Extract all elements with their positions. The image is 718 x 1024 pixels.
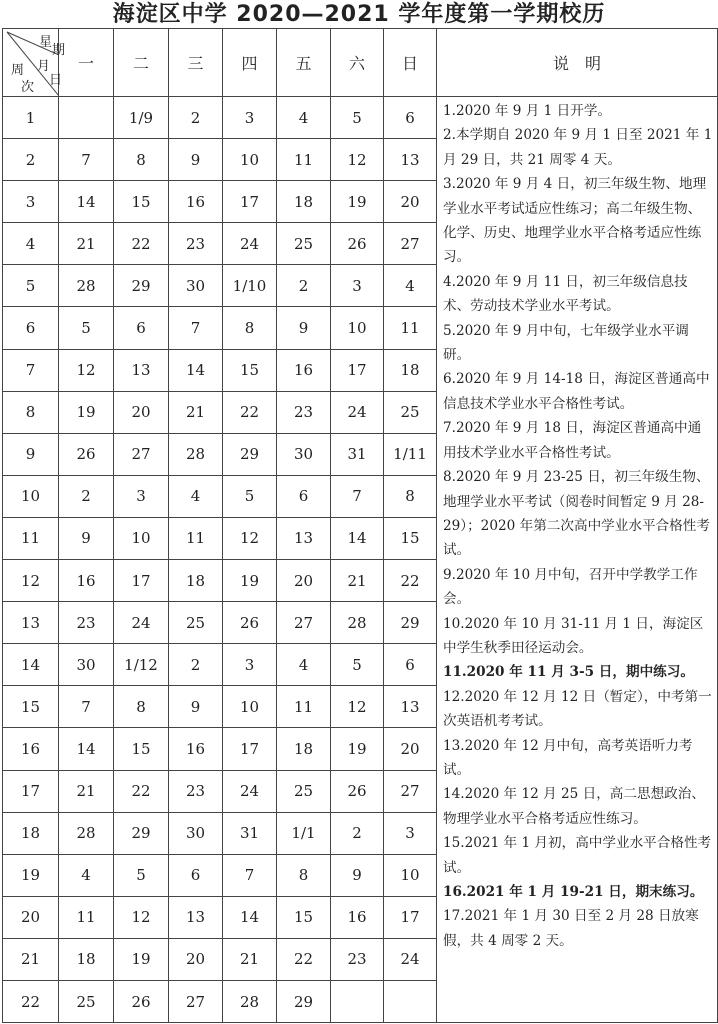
date-cell: 11 <box>384 307 437 349</box>
date-cell: 11 <box>277 686 331 728</box>
week-number: 19 <box>3 854 59 896</box>
date-cell: 10 <box>223 139 277 181</box>
date-cell: 12 <box>59 349 114 391</box>
date-cell: 16 <box>59 560 114 602</box>
date-cell: 24 <box>331 391 384 433</box>
date-cell: 25 <box>277 223 331 265</box>
date-cell: 6 <box>114 307 169 349</box>
date-cell: 14 <box>223 896 277 938</box>
date-cell: 25 <box>169 602 223 644</box>
date-cell: 7 <box>331 475 384 517</box>
date-cell: 28 <box>59 265 114 307</box>
date-cell: 24 <box>223 223 277 265</box>
date-cell: 18 <box>277 181 331 223</box>
week-number: 9 <box>3 433 59 475</box>
week-number: 10 <box>3 475 59 517</box>
date-cell: 29 <box>114 812 169 854</box>
date-cell: 22 <box>114 223 169 265</box>
date-cell: 3 <box>331 265 384 307</box>
diagonal-header <box>3 29 66 97</box>
date-cell: 1/10 <box>223 265 277 307</box>
date-cell: 5 <box>59 307 114 349</box>
date-cell: 4 <box>277 97 331 139</box>
date-cell: 20 <box>384 181 437 223</box>
date-cell: 9 <box>331 854 384 896</box>
date-cell: 10 <box>331 307 384 349</box>
date-cell: 9 <box>277 307 331 349</box>
date-cell <box>384 980 437 1022</box>
date-cell: 20 <box>169 938 223 980</box>
label-star: 星 <box>39 35 53 50</box>
date-cell: 29 <box>384 602 437 644</box>
date-cell: 17 <box>223 181 277 223</box>
week-number: 12 <box>3 560 59 602</box>
date-cell: 10 <box>223 686 277 728</box>
date-cell: 20 <box>384 728 437 770</box>
date-cell: 12 <box>331 139 384 181</box>
week-number: 15 <box>3 686 59 728</box>
date-cell: 9 <box>169 139 223 181</box>
date-cell: 27 <box>169 980 223 1022</box>
date-cell: 13 <box>277 517 331 559</box>
date-cell: 4 <box>59 854 114 896</box>
date-cell: 16 <box>169 728 223 770</box>
week-number: 11 <box>3 517 59 559</box>
date-cell: 6 <box>277 475 331 517</box>
date-cell: 29 <box>114 265 169 307</box>
date-cell: 9 <box>59 517 114 559</box>
date-cell: 2 <box>169 97 223 139</box>
date-cell: 26 <box>59 433 114 475</box>
date-cell: 10 <box>114 517 169 559</box>
date-cell: 23 <box>59 602 114 644</box>
date-cell: 15 <box>114 181 169 223</box>
date-cell: 20 <box>114 391 169 433</box>
week-number: 2 <box>3 139 59 181</box>
date-cell: 8 <box>277 854 331 896</box>
week-number: 16 <box>3 728 59 770</box>
week-row <box>3 97 718 139</box>
date-cell: 18 <box>277 728 331 770</box>
date-cell: 31 <box>223 812 277 854</box>
day-header: 一 <box>59 29 114 97</box>
page-title: 海淀区中学 2020—2021 学年度第一学期校历 <box>112 2 606 27</box>
date-cell: 22 <box>277 938 331 980</box>
note-item: 3.2020 年 9 月 4 日，初三年级生物、地理学业水平考试适应性练习；高二年级生物、化学、历史、地理学业水平合格考适应性练习。 <box>443 176 707 266</box>
note-item: 16.2021 年 1 月 19-21 日，期末练习。 <box>443 884 704 900</box>
date-cell: 17 <box>331 349 384 391</box>
date-cell: 11 <box>169 517 223 559</box>
date-cell: 18 <box>384 349 437 391</box>
date-cell: 21 <box>59 770 114 812</box>
date-cell: 1/11 <box>384 433 437 475</box>
day-header: 四 <box>223 29 277 97</box>
date-cell: 17 <box>384 896 437 938</box>
day-header: 三 <box>169 29 223 97</box>
date-cell: 19 <box>114 938 169 980</box>
week-number: 22 <box>3 980 59 1022</box>
note-item: 2.本学期自 2020 年 9 月 1 日至 2021 年 1 月 29 日，共 21 周零 4 天。 <box>443 127 713 168</box>
date-cell: 17 <box>114 560 169 602</box>
date-cell: 15 <box>223 349 277 391</box>
date-cell: 15 <box>384 517 437 559</box>
week-number: 6 <box>3 307 59 349</box>
date-cell: 8 <box>384 475 437 517</box>
week-number: 3 <box>3 181 59 223</box>
date-cell: 12 <box>223 517 277 559</box>
week-number: 14 <box>3 644 59 686</box>
date-cell: 19 <box>59 391 114 433</box>
date-cell: 3 <box>384 812 437 854</box>
date-cell: 15 <box>277 896 331 938</box>
date-cell: 19 <box>331 728 384 770</box>
label-ri: 日 <box>49 73 63 88</box>
date-cell: 25 <box>59 980 114 1022</box>
day-header: 五 <box>277 29 331 97</box>
date-cell: 18 <box>59 938 114 980</box>
notes-cell <box>437 97 718 1023</box>
date-cell: 21 <box>223 938 277 980</box>
date-cell: 29 <box>277 980 331 1022</box>
date-cell: 28 <box>331 602 384 644</box>
date-cell: 19 <box>331 181 384 223</box>
note-item: 15.2021 年 1 月初，高中学业水平合格性考试。 <box>443 835 712 876</box>
week-number: 17 <box>3 770 59 812</box>
date-cell: 2 <box>169 644 223 686</box>
date-cell: 13 <box>114 349 169 391</box>
date-cell: 27 <box>384 223 437 265</box>
date-cell: 7 <box>223 854 277 896</box>
day-header: 六 <box>331 29 384 97</box>
date-cell: 16 <box>331 896 384 938</box>
note-item: 8.2020 年 9 月 23-25 日，初三年级生物、地理学业水平考试（阅卷时间暂定 9 月 28-29）；2020 年第二次高中学业水平合格性考试。 <box>443 469 710 559</box>
date-cell: 2 <box>331 812 384 854</box>
date-cell: 2 <box>59 475 114 517</box>
date-cell: 9 <box>169 686 223 728</box>
date-cell: 11 <box>59 896 114 938</box>
label-yue: 月 <box>37 59 51 74</box>
date-cell: 26 <box>331 770 384 812</box>
date-cell: 29 <box>223 433 277 475</box>
date-cell: 27 <box>114 433 169 475</box>
note-item: 12.2020 年 12 月 12 日（暂定），中考第一次英语机考考试。 <box>443 688 712 730</box>
day-header: 日 <box>384 29 437 97</box>
date-cell: 16 <box>277 349 331 391</box>
date-cell: 5 <box>114 854 169 896</box>
week-number: 13 <box>3 602 59 644</box>
date-cell: 11 <box>277 139 331 181</box>
note-item: 13.2020 年 12 月中旬，高考英语听力考试。 <box>443 737 693 778</box>
date-cell: 1/1 <box>277 812 331 854</box>
date-cell: 30 <box>277 433 331 475</box>
date-cell: 22 <box>384 560 437 602</box>
date-cell: 21 <box>169 391 223 433</box>
note-item: 6.2020 年 9 月 14-18 日，海淀区普通高中信息技术学业水平合格性考试。 <box>443 371 710 412</box>
date-cell: 28 <box>223 980 277 1022</box>
date-cell: 20 <box>277 560 331 602</box>
date-cell: 23 <box>169 770 223 812</box>
date-cell: 8 <box>114 139 169 181</box>
date-cell: 25 <box>384 391 437 433</box>
label-qi: 期 <box>52 43 66 58</box>
date-cell: 3 <box>223 97 277 139</box>
note-item: 4.2020 年 9 月 11 日，初三年级信息技术、劳动技术学业水平考试。 <box>443 273 688 315</box>
note-item: 14.2020 年 12 月 25 日，高二思想政治、物理学业水平合格考适应性练习。 <box>443 786 705 827</box>
date-cell: 5 <box>331 97 384 139</box>
week-number: 21 <box>3 938 59 980</box>
date-cell: 14 <box>169 349 223 391</box>
week-number: 20 <box>3 896 59 938</box>
date-cell: 31 <box>331 433 384 475</box>
date-cell: 19 <box>223 560 277 602</box>
note-item: 5.2020 年 9 月中旬，七年级学业水平调研。 <box>443 322 689 364</box>
date-cell <box>59 97 114 139</box>
label-ci: 次 <box>21 80 35 95</box>
label-zhou: 周 <box>11 63 25 78</box>
date-cell: 30 <box>59 644 114 686</box>
date-cell: 7 <box>169 307 223 349</box>
week-number: 1 <box>3 97 59 139</box>
date-cell: 24 <box>223 770 277 812</box>
date-cell: 23 <box>169 223 223 265</box>
week-number: 8 <box>3 391 59 433</box>
date-cell: 30 <box>169 812 223 854</box>
date-cell: 22 <box>114 770 169 812</box>
calendar-table <box>2 28 718 1023</box>
date-cell: 14 <box>59 181 114 223</box>
date-cell: 3 <box>223 644 277 686</box>
note-item: 17.2021 年 1 月 30 日至 2 月 28 日放寒假，共 4 周零 2 天。 <box>443 908 699 949</box>
note-item: 11.2020 年 11 月 3-5 日，期中练习。 <box>443 664 694 681</box>
date-cell: 2 <box>277 265 331 307</box>
date-cell: 27 <box>277 602 331 644</box>
date-cell: 18 <box>169 560 223 602</box>
date-cell: 15 <box>114 728 169 770</box>
date-cell: 8 <box>223 307 277 349</box>
date-cell: 1/9 <box>114 97 169 139</box>
date-cell: 21 <box>59 223 114 265</box>
date-cell: 28 <box>169 433 223 475</box>
date-cell: 28 <box>59 812 114 854</box>
date-cell: 14 <box>331 517 384 559</box>
date-cell: 6 <box>169 854 223 896</box>
note-item: 9.2020 年 10 月中旬，召开中学教学工作会。 <box>443 566 698 608</box>
date-cell: 7 <box>59 686 114 728</box>
date-cell: 6 <box>384 97 437 139</box>
week-number: 4 <box>3 223 59 265</box>
date-cell: 21 <box>331 560 384 602</box>
date-cell: 16 <box>169 181 223 223</box>
note-item: 10.2020 年 10 月 31-11 月 1 日，海淀区中学生秋季田径运动会。 <box>443 615 704 656</box>
note-item: 7.2020 年 9 月 18 日，海淀区普通高中通用技术学业水平合格性考试。 <box>443 420 702 461</box>
date-cell: 24 <box>114 602 169 644</box>
date-cell <box>331 980 384 1022</box>
date-cell: 10 <box>384 854 437 896</box>
date-cell: 23 <box>331 938 384 980</box>
date-cell: 6 <box>384 644 437 686</box>
header-row <box>3 29 718 97</box>
date-cell: 4 <box>384 265 437 307</box>
date-cell: 3 <box>114 475 169 517</box>
week-number: 18 <box>3 812 59 854</box>
date-cell: 26 <box>331 223 384 265</box>
date-cell: 1/12 <box>114 644 169 686</box>
date-cell: 13 <box>169 896 223 938</box>
notes-header: 说 明 <box>437 29 718 97</box>
date-cell: 8 <box>114 686 169 728</box>
date-cell: 12 <box>114 896 169 938</box>
date-cell: 25 <box>277 770 331 812</box>
date-cell: 30 <box>169 265 223 307</box>
date-cell: 13 <box>384 686 437 728</box>
date-cell: 13 <box>384 139 437 181</box>
note-item: 1.2020 年 9 月 1 日开学。 <box>443 103 612 119</box>
week-number: 7 <box>3 349 59 391</box>
date-cell: 12 <box>331 686 384 728</box>
date-cell: 26 <box>223 602 277 644</box>
date-cell: 4 <box>169 475 223 517</box>
date-cell: 5 <box>331 644 384 686</box>
day-header: 二 <box>114 29 169 97</box>
date-cell: 14 <box>59 728 114 770</box>
date-cell: 27 <box>384 770 437 812</box>
date-cell: 17 <box>223 728 277 770</box>
date-cell: 22 <box>223 391 277 433</box>
date-cell: 4 <box>277 644 331 686</box>
date-cell: 24 <box>384 938 437 980</box>
week-number: 5 <box>3 265 59 307</box>
date-cell: 5 <box>223 475 277 517</box>
date-cell: 23 <box>277 391 331 433</box>
date-cell: 7 <box>59 139 114 181</box>
date-cell: 26 <box>114 980 169 1022</box>
